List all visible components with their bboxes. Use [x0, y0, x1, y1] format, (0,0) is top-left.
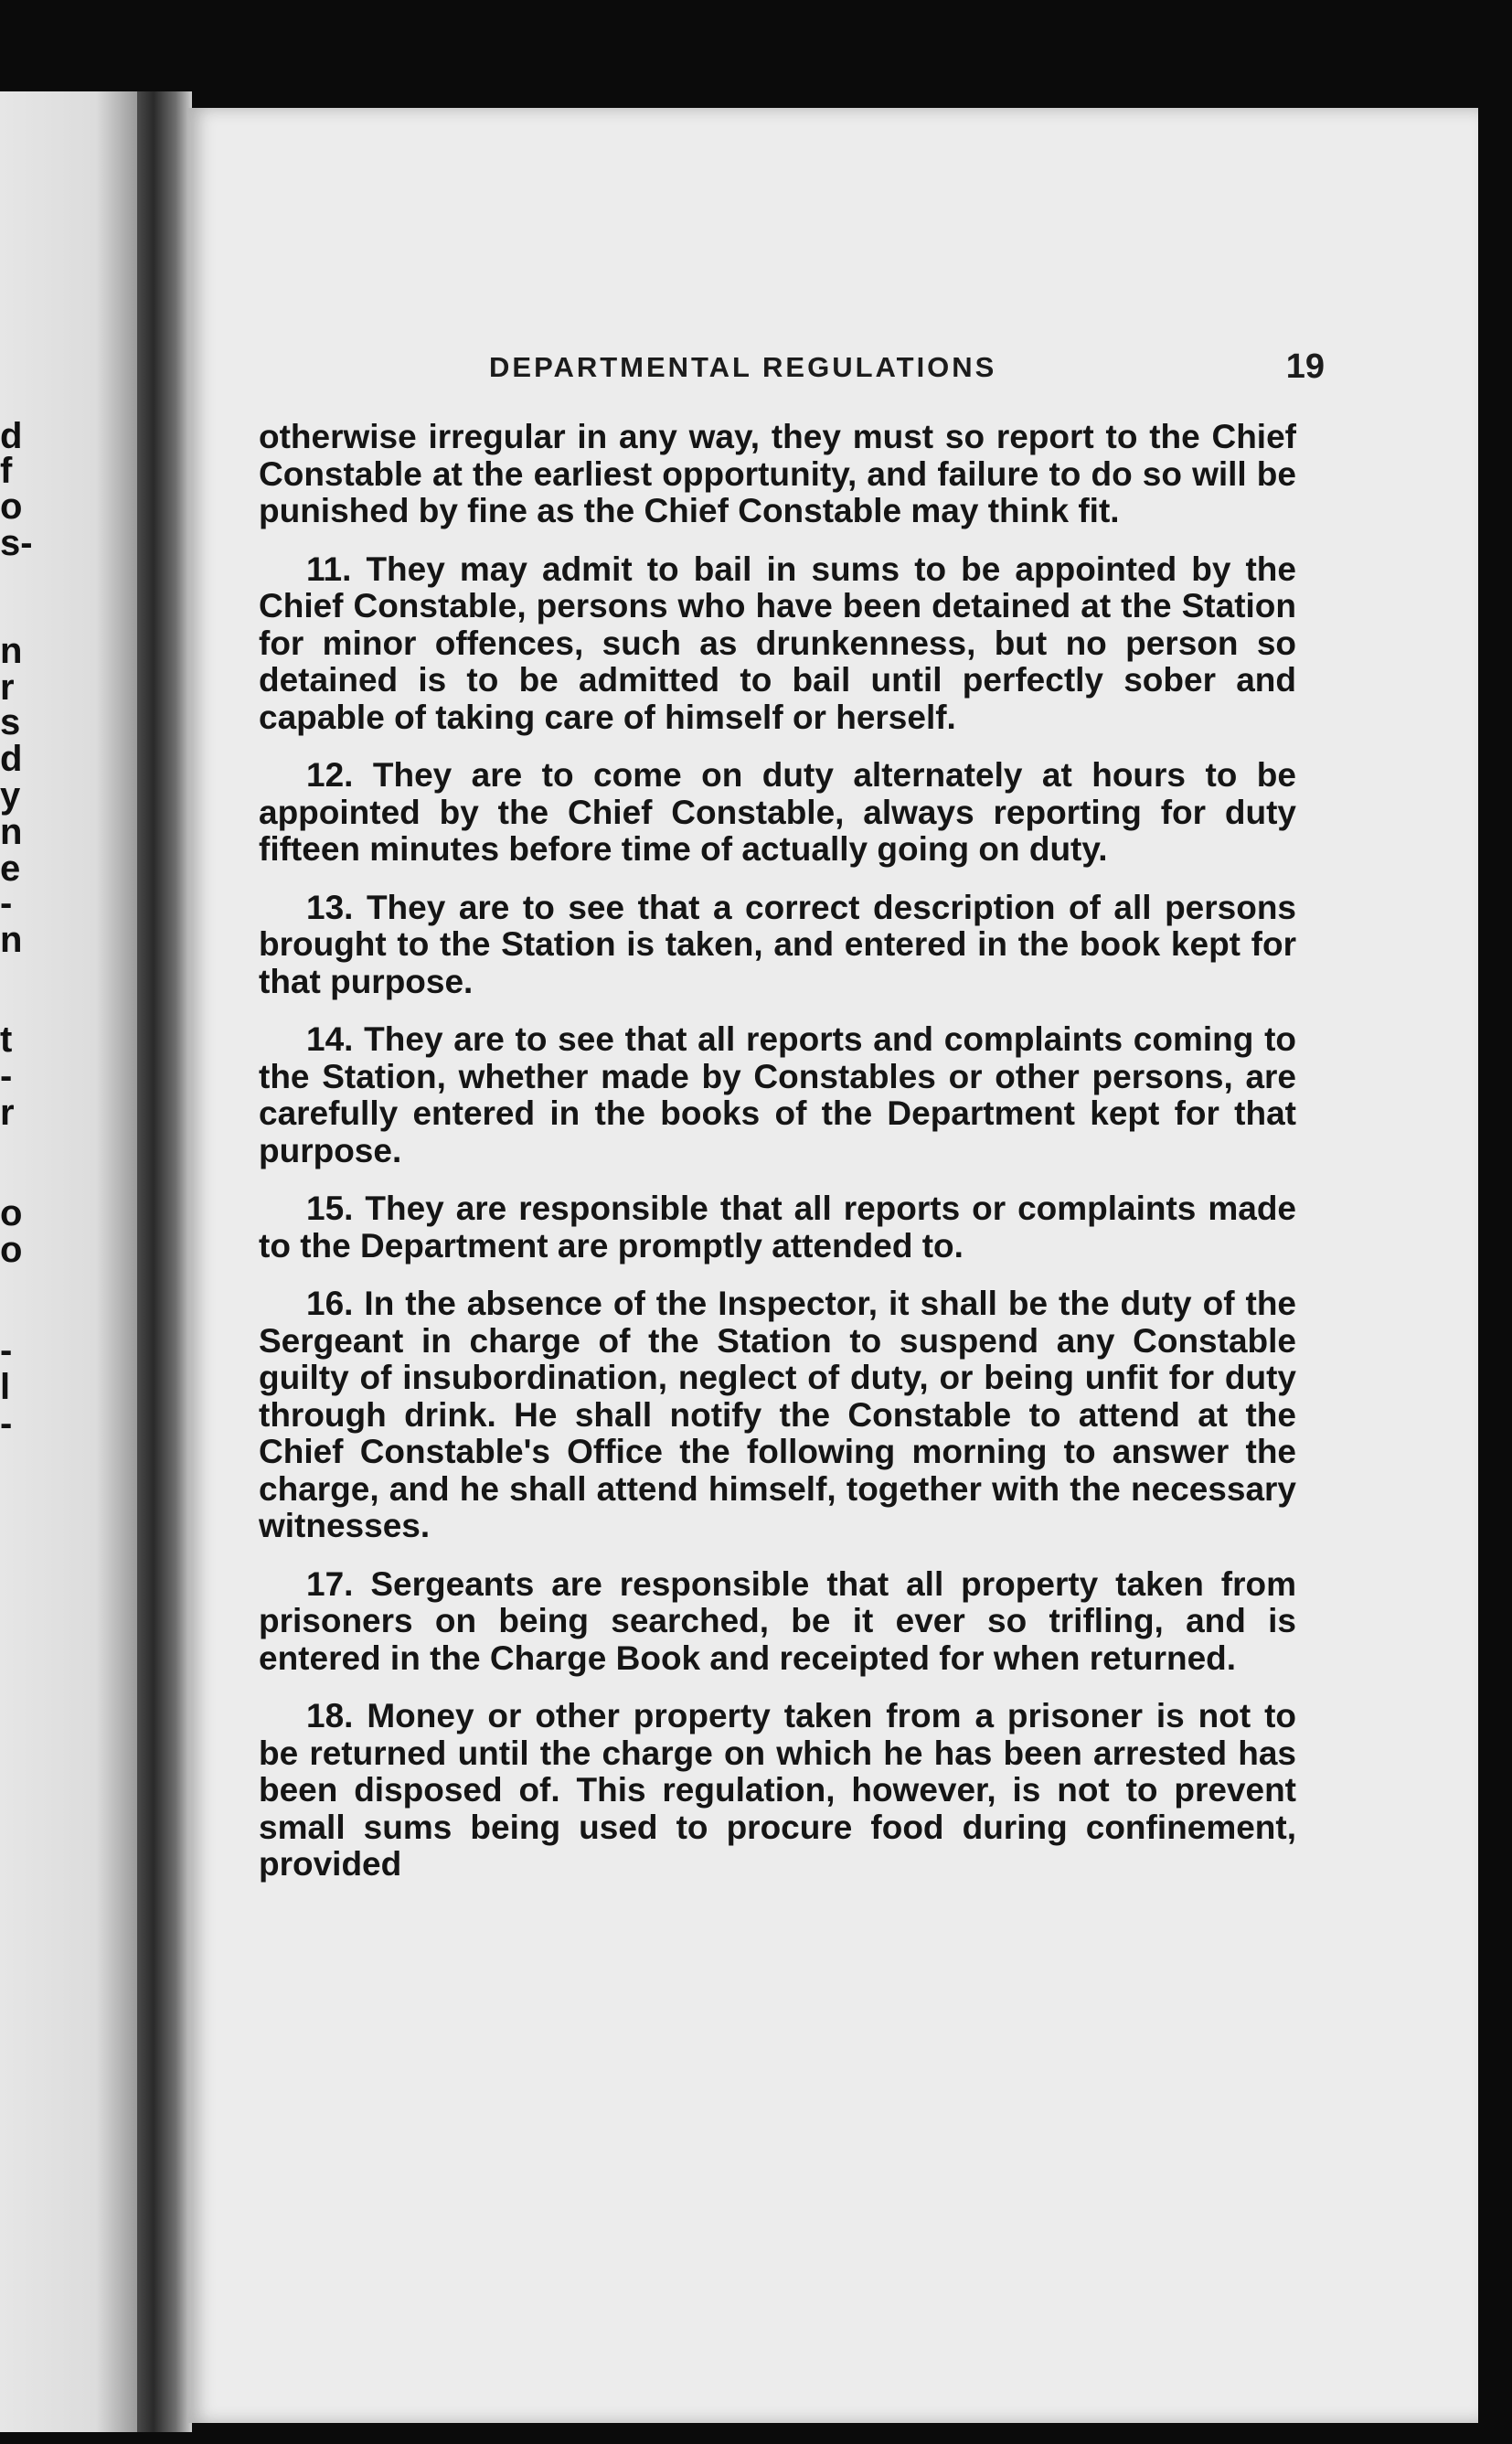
facing-page-fragment: -: [0, 1330, 13, 1371]
facing-page-fragment: d: [0, 739, 23, 779]
facing-page-fragment: -: [0, 1403, 13, 1444]
facing-page-fragment: t: [0, 1019, 13, 1060]
facing-page-fragment: s-: [0, 523, 33, 563]
facing-page-fragment: l: [0, 1367, 11, 1407]
book-gutter: [137, 91, 192, 2432]
facing-page-fragment: -: [0, 1056, 13, 1096]
facing-page-fragment: r: [0, 1093, 15, 1133]
facing-page-fragment: s: [0, 702, 21, 742]
paragraph: 15. They are responsible that all reports or complaints made to the Department are promptly attended to.: [259, 1190, 1296, 1265]
paragraph: 14. They are to see that all reports and complaints coming to the Station, whether made by Constables or other persons, are carefully entered in the books of the Department kept for that purpose.: [259, 1020, 1296, 1169]
facing-page-fragment: e: [0, 848, 21, 889]
paragraph: 17. Sergeants are responsible that all property taken from prisoners on being searched, be it ever so trifling, and is entered in the Charge Book and receipted for when returned.: [259, 1564, 1296, 1677]
page-body: [259, 419, 1296, 1905]
page-header: [187, 347, 1478, 397]
paragraph: 18. Money or other property taken from a prisoner is not to be returned until the charge on which he has been arrested has been disposed of. This regulation, however, is not to prevent small sums being used to procure food during confinement, provided: [259, 1697, 1296, 1883]
paragraph: otherwise irregular in any way, they must so report to the Chief Constable at the earliest opportunity, and failure to do so will be punished by fine as the Chief Constable may think fit.: [259, 418, 1296, 529]
paragraph: 12. They are to come on duty alternately at hours to be appointed by the Chief Constable, always reporting for duty fifteen minutes before time of actually going on duty.: [259, 756, 1296, 868]
facing-page-fragment: y: [0, 775, 21, 816]
facing-page-fragment: -: [0, 883, 13, 923]
facing-page-fragment: n: [0, 631, 23, 671]
facing-page-fragment: o: [0, 1193, 23, 1233]
facing-page-fragment: n: [0, 812, 23, 852]
facing-page-fragment: d: [0, 416, 23, 456]
facing-page-fragment: o: [0, 486, 23, 527]
facing-page-fragment: n: [0, 920, 23, 960]
page-number: 19: [1285, 347, 1325, 386]
paragraph: 13. They are to see that a correct description of all persons brought to the Station is taken, and entered in the book kept for that purpose.: [259, 888, 1296, 1000]
facing-page-edge: [0, 91, 137, 2432]
book-page: [187, 108, 1478, 2423]
paragraph: 16. In the absence of the Inspector, it shall be the duty of the Sergeant in charge of the Station to suspend any Constable guilty of insubordination, neglect of duty, or being unfit for duty through drink. He shall notify the Constable to attend at the Chief Constable's Office the following morning to answer the charge, and he shall attend himself, together with the necessary witnesses.: [259, 1285, 1296, 1544]
facing-page-fragment: f: [0, 451, 13, 491]
facing-page-fragment: o: [0, 1230, 23, 1270]
running-title: DEPARTMENTAL REGULATIONS: [489, 351, 997, 383]
paragraph: 11. They may admit to bail in sums to be appointed by the Chief Constable, persons who have been detained at the Station for minor offences, such as drunkenness, but no person so detained is to be admitted to bail until perfectly sober and capable of taking care of himself or herself.: [259, 550, 1296, 736]
facing-page-fragment: r: [0, 667, 15, 708]
